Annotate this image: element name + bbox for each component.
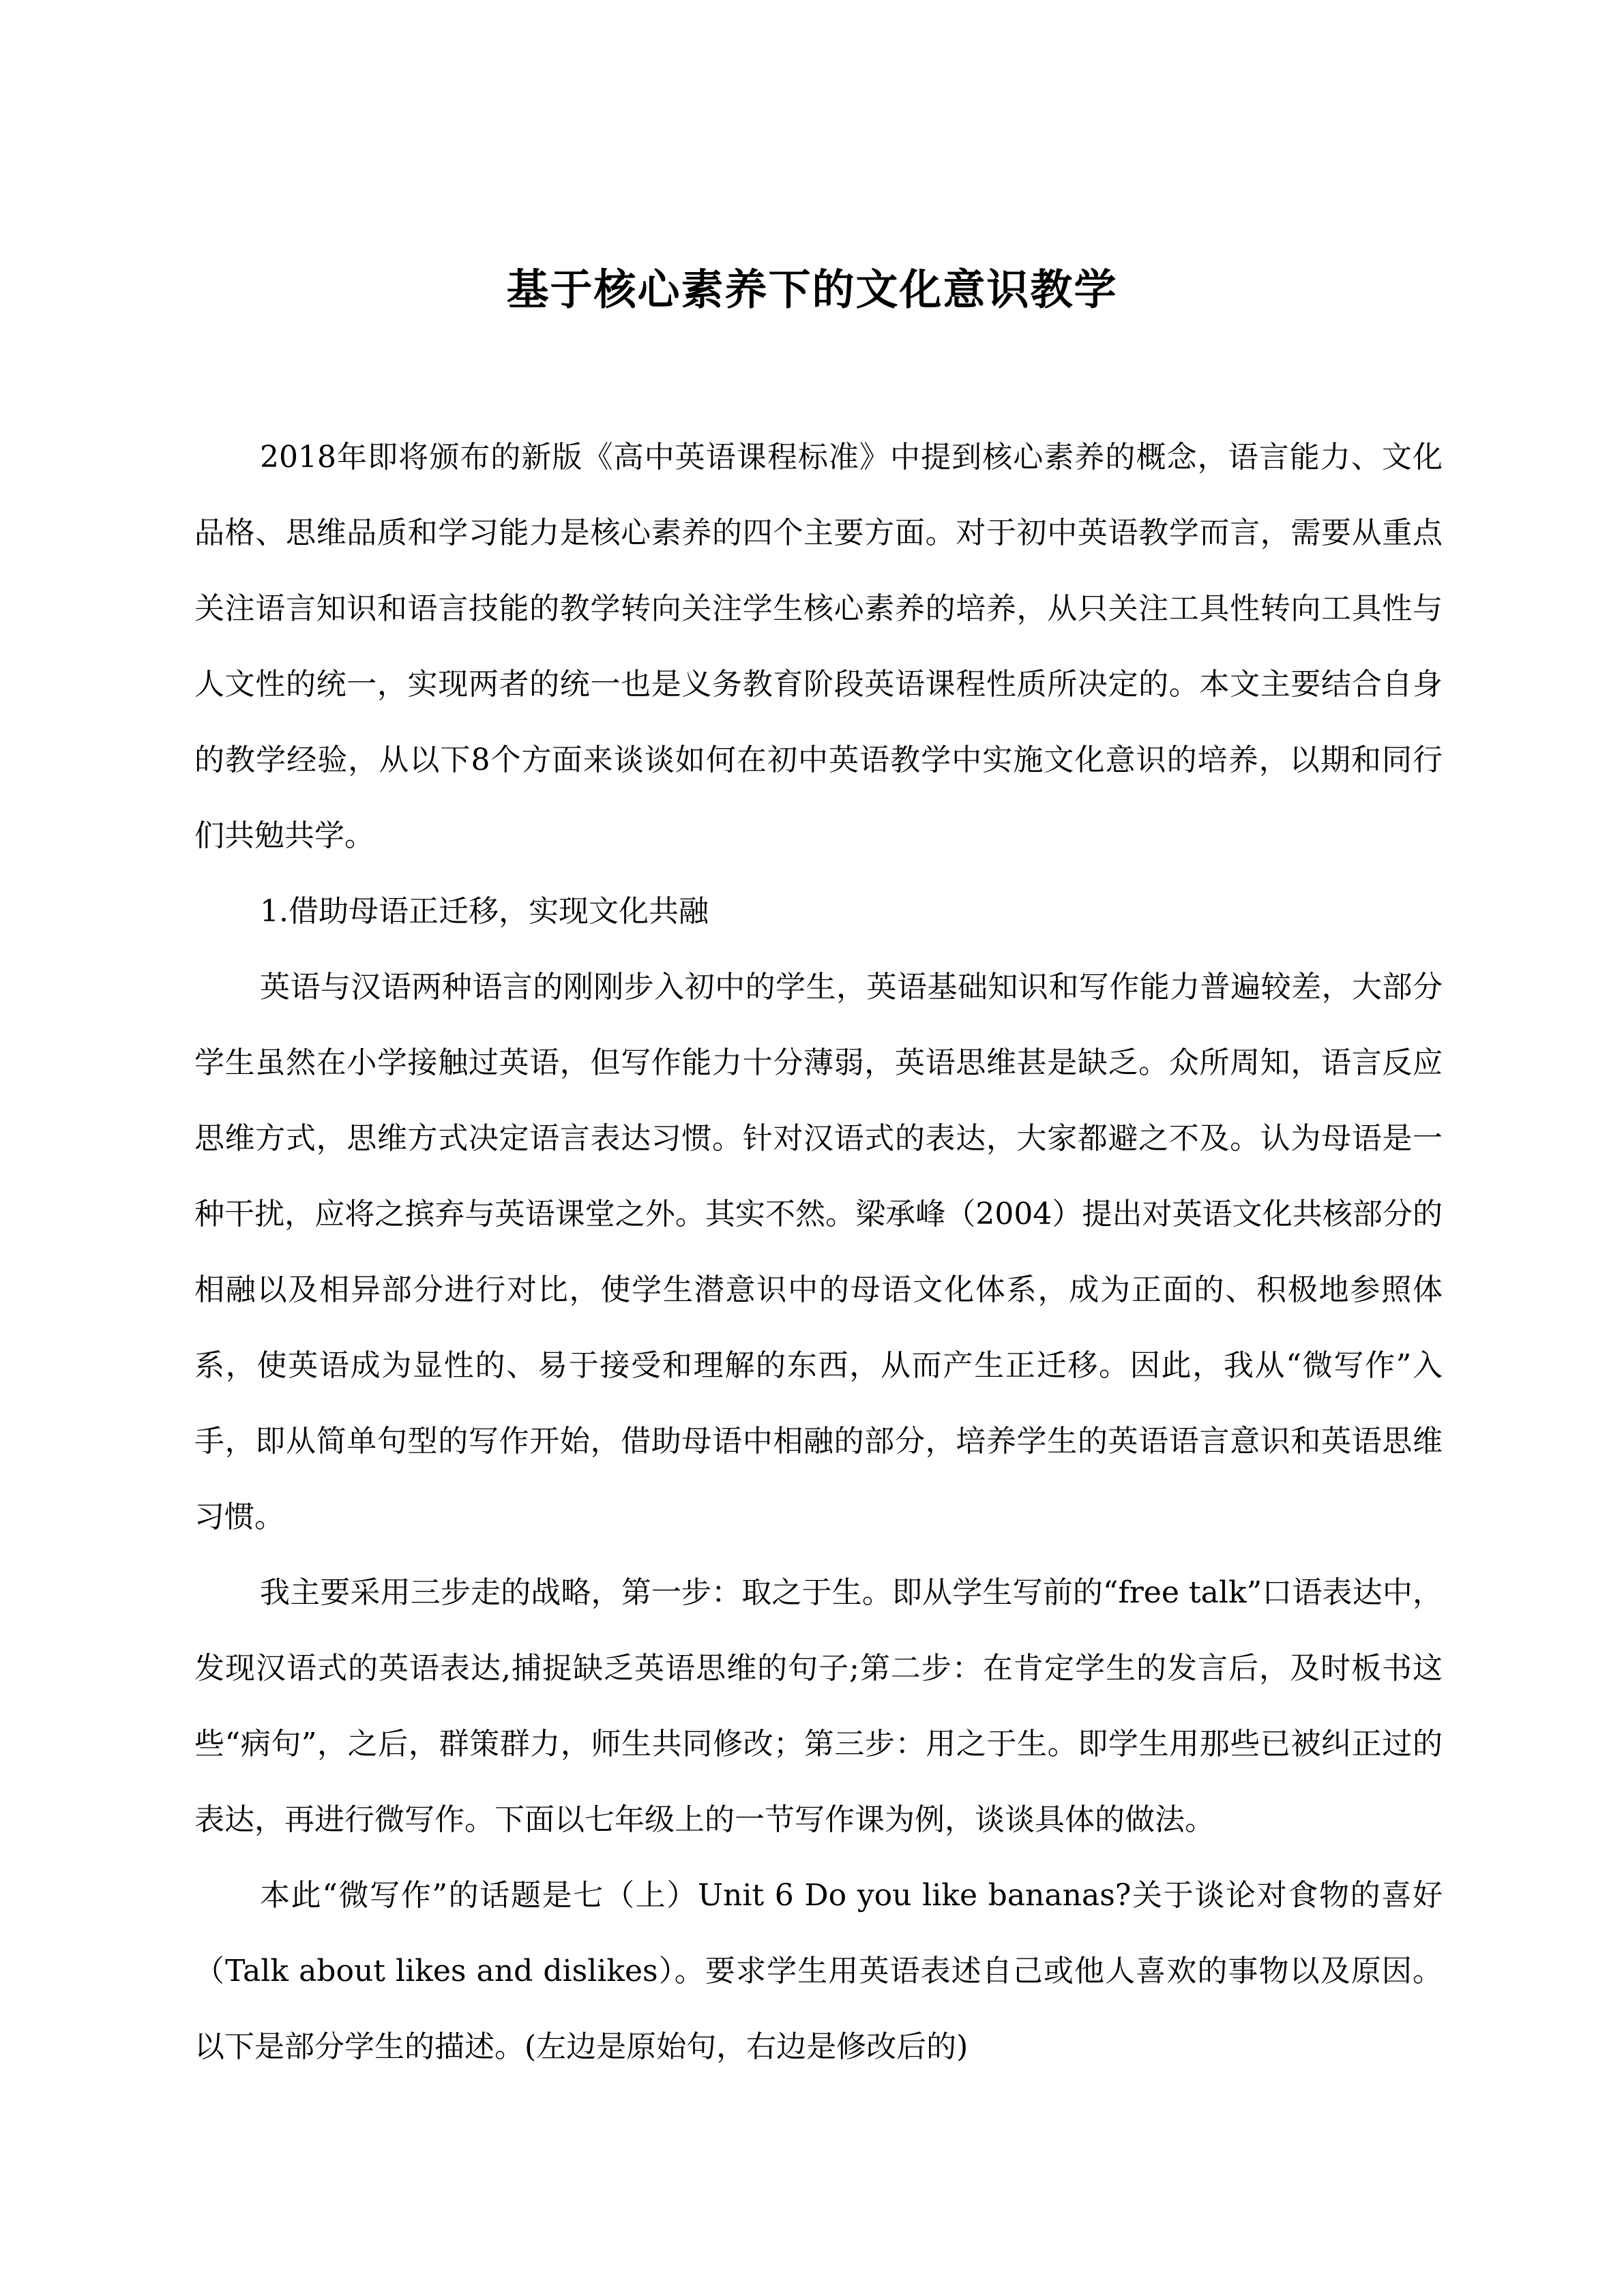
paragraph-micro-writing: 本此“微写作”的话题是七（上）Unit 6 Do you like bananas?关于谈论对食物的喜好（Talk about likes and dislikes）。要求学生用英语表述自己或他人喜欢的事物以及原因。以下是部分学生的描述。(左边是原始句，右边是修改后的) bbox=[194, 1878, 1443, 2064]
document-body bbox=[194, 419, 1443, 2085]
section-heading-1: 1.借助母语正迁移，实现文化共融 bbox=[260, 894, 709, 929]
document-title: 基于核心素养下的文化意识教学 bbox=[506, 265, 1118, 314]
paragraph-transfer: 英语与汉语两种语言的刚刚步入初中的学生，英语基础知识和写作能力普遍较差，大部分学生虽然在小学接触过英语，但写作能力十分薄弱，英语思维甚是缺乏。众所周知，语言反应思维方式，思维方式决定语言表达习惯。针对汉语式的表达，大家都避之不及。认为母语是一种干扰，应将之摈弃与英语课堂之外。其实不然。梁承峰（2004）提出对英语文化共核部分的相融以及相异部分进行对比，使学生潜意识中的母语文化体系，成为正面的、积极地参照体系，使英语成为显性的、易于接受和理解的东西，从而产生正迁移。因此，我从“微写作”入手，即从简单句型的写作开始，借助母语中相融的部分，培养学生的英语语言意识和英语思维习惯。 bbox=[194, 970, 1443, 1534]
paragraph-three-steps: 我主要采用三步走的战略，第一步：取之于生。即从学生写前的“free talk”口语表达中，发现汉语式的英语表达,捕捉缺乏英语思维的句子;第二步：在肯定学生的发言后，及时板书这些“病句”，之后，群策群力，师生共同修改；第三步：用之于生。即学生用那些已被纠正过的表达，再进行微写作。下面以七年级上的一节写作课为例，谈谈具体的做法。 bbox=[194, 1575, 1443, 1837]
paragraph-intro: 2018年即将颁布的新版《高中英语课程标准》中提到核心素养的概念，语言能力、文化品格、思维品质和学习能力是核心素养的四个主要方面。对于初中英语教学而言，需要从重点关注语言知识和语言技能的教学转向关注学生核心素养的培养，从只关注工具性转向工具性与人文性的统一，实现两者的统一也是义务教育阶段英语课程性质所决定的。本文主要结合自身的教学经验，从以下8个方面来谈谈如何在初中英语教学中实施文化意识的培养，以期和同行们共勉共学。 bbox=[194, 440, 1443, 853]
